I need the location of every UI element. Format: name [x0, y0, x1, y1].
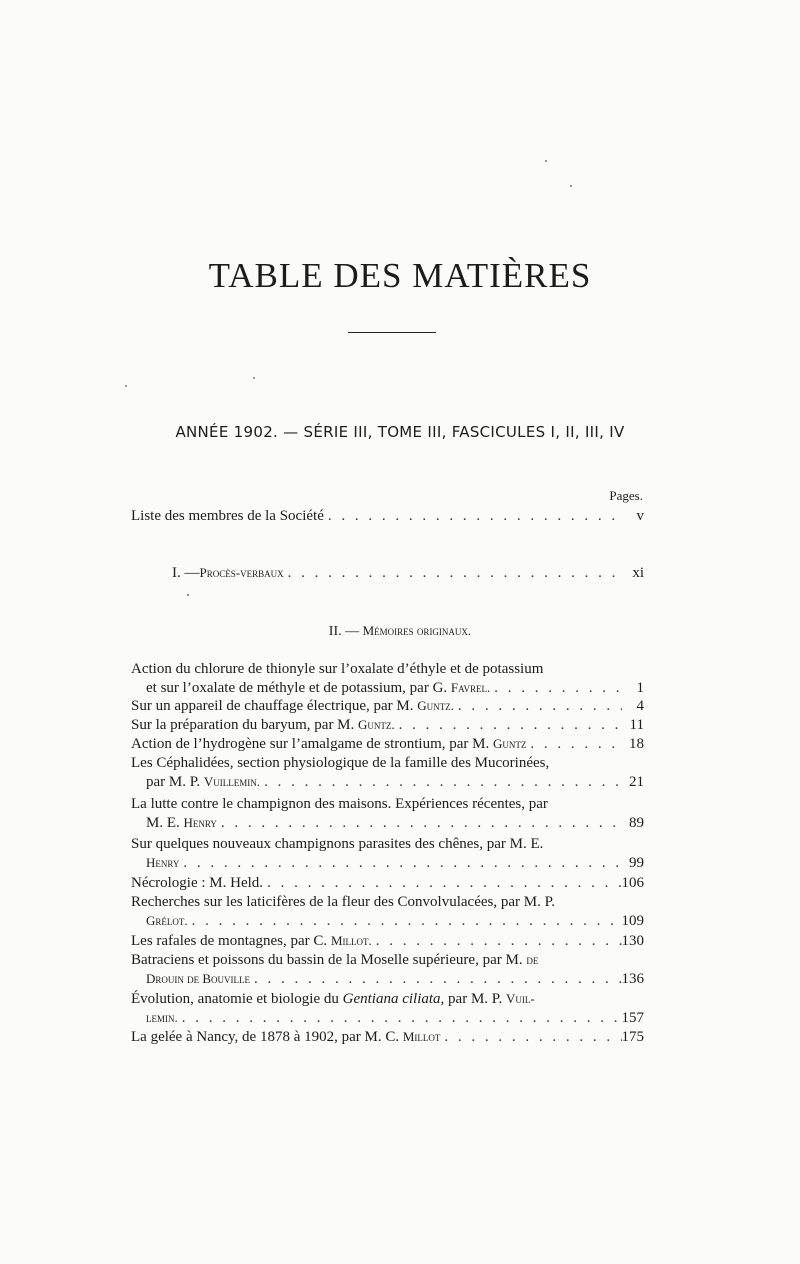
dot-leader — [454, 697, 622, 716]
toc-entry[interactable] — [131, 835, 644, 872]
dot-leader — [263, 874, 621, 893]
scan-speck — [125, 385, 127, 387]
dot-leader — [284, 564, 622, 583]
entry-text: Action du chlorure de thionyle sur l’oxalate d’éthyle et de potassium — [131, 661, 544, 677]
page-number: 175 — [621, 1029, 644, 1045]
entry-text: Batraciens et poissons du bassin de la Moselle supérieure, par M. — [131, 952, 523, 968]
section-number: I. — — [172, 565, 200, 581]
author-name: Guntz. — [358, 717, 395, 732]
page-number: 4 — [636, 698, 644, 714]
author-name: Vuil- — [505, 991, 535, 1006]
dot-leader — [250, 970, 621, 989]
dot-leader — [188, 912, 622, 931]
toc-entry[interactable] — [131, 1028, 644, 1047]
author-name: Guntz — [493, 736, 527, 751]
toc-entry[interactable] — [131, 795, 644, 832]
scan-speck — [570, 185, 572, 187]
toc-entry[interactable] — [131, 893, 644, 930]
toc-entry[interactable] — [131, 697, 644, 716]
dot-leader — [372, 932, 622, 951]
page-number: 11 — [629, 717, 644, 733]
author-name: Grélot. — [146, 912, 188, 928]
dot-leader — [260, 773, 622, 792]
page-number: 99 — [629, 854, 644, 871]
entry-text: Liste des membres de la Société — [131, 508, 324, 524]
page-title: TABLE DES MATIÈRES — [208, 256, 592, 295]
species-name: Gentiana ciliata, — [342, 991, 445, 1007]
page-number: 136 — [621, 970, 644, 987]
author-name: lemin. — [146, 1009, 178, 1025]
dot-leader — [217, 814, 622, 833]
entry-text: Évolution, anatomie et biologie du — [131, 991, 339, 1007]
author-name: Guntz. — [417, 698, 454, 713]
scan-speck — [187, 594, 189, 596]
author-name: Millot — [402, 1029, 441, 1044]
entry-text: Sur la préparation du baryum, par M. — [131, 717, 355, 733]
scan-speck — [253, 377, 255, 379]
entry-text: Nécrologie : M. Held. — [131, 875, 264, 891]
entry-text: Les rafales de montagnes, par C. — [131, 933, 328, 949]
entry-text: La lutte contre le champignon des maisons. Expériences récentes, par — [131, 796, 548, 812]
section-number: II. — — [328, 624, 363, 639]
toc-entry[interactable] — [131, 932, 644, 951]
dot-leader — [179, 854, 622, 873]
author-name: Favrel. — [450, 679, 491, 695]
toc-entry[interactable] — [131, 990, 644, 1027]
dot-leader — [440, 1028, 621, 1047]
memoires-heading — [0, 623, 800, 640]
series-line: ANNÉE 1902. — SÉRIE III, TOME III, FASCICULES I, II, III, IV — [175, 423, 625, 441]
page-number: 21 — [629, 773, 644, 790]
page-number: 89 — [629, 814, 644, 831]
section-label: Procès-verbaux — [199, 565, 284, 580]
page-number: xi — [632, 565, 644, 581]
entry-text: par M. P. — [146, 773, 201, 790]
toc-entry-proces-verbaux[interactable] — [172, 564, 644, 583]
page-number: 1 — [636, 679, 644, 696]
page-number: 106 — [621, 875, 644, 891]
pages-header: Pages. — [609, 488, 643, 503]
name-particle: de — [526, 952, 539, 967]
toc-entry[interactable] — [131, 874, 644, 893]
dot-leader — [178, 1009, 622, 1028]
dot-leader — [490, 679, 622, 698]
toc-entry[interactable] — [131, 754, 644, 791]
toc-entry[interactable] — [131, 716, 644, 735]
dot-leader — [526, 735, 622, 754]
toc-entry-members[interactable] — [131, 507, 644, 526]
page-number: 109 — [621, 912, 644, 929]
title-rule — [348, 332, 436, 333]
toc-entry[interactable] — [131, 951, 644, 988]
section-label: Mémoires originaux. — [362, 623, 472, 638]
entry-text: Les Céphalidées, section physiologique de la famille des Mucorinées, — [131, 755, 550, 771]
page-number: 130 — [621, 933, 644, 949]
scan-speck — [545, 160, 547, 162]
author-name: Vuillemin. — [203, 773, 261, 789]
dot-leader — [395, 716, 622, 735]
page-number: 157 — [621, 1009, 644, 1026]
author-name: Henry — [183, 814, 217, 830]
page-number: 18 — [629, 736, 644, 752]
author-name: Drouin de Bouville — [146, 970, 251, 986]
toc-entry[interactable] — [131, 660, 644, 697]
dot-leader — [324, 507, 622, 526]
entry-text: Recherches sur les laticifères de la fleur des Convolvulacées, par M. P. — [131, 894, 556, 910]
entry-text: Sur un appareil de chauffage électrique, par M. — [131, 698, 414, 714]
author-name: Millot. — [330, 933, 372, 948]
entry-text: M. E. — [146, 814, 180, 831]
page-number: v — [636, 508, 644, 524]
entry-text: par M. P. — [448, 991, 503, 1007]
entry-text: La gelée à Nancy, de 1878 à 1902, par M. C. — [131, 1029, 400, 1045]
entry-text: et sur l’oxalate de méthyle et de potassium, par G. — [146, 679, 448, 696]
toc-entry[interactable] — [131, 735, 644, 754]
author-name: Henry — [146, 854, 180, 870]
entry-text: Action de l’hydrogène sur l’amalgame de strontium, par M. — [131, 736, 490, 752]
entry-text: Sur quelques nouveaux champignons parasites des chênes, par M. E. — [131, 836, 544, 852]
